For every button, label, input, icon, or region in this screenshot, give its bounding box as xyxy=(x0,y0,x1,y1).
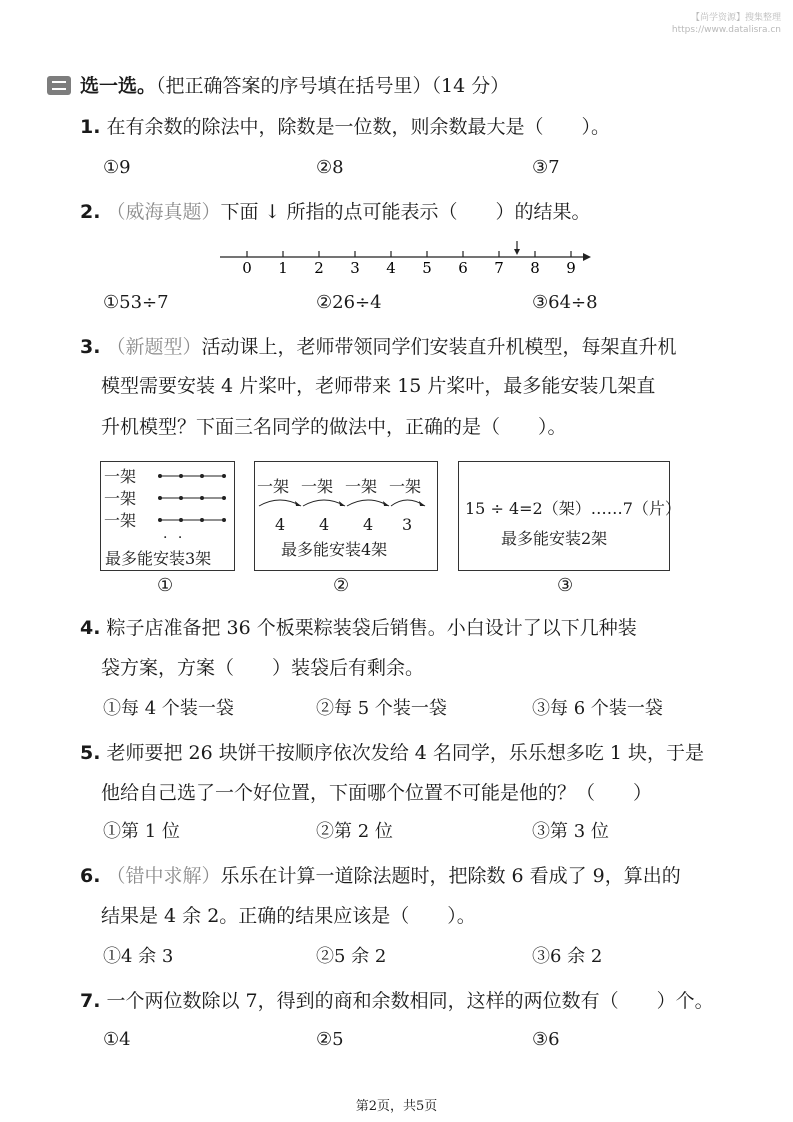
question-1 xyxy=(80,114,610,140)
method-label-3: ③ xyxy=(557,575,574,596)
number-line-tick-label: 6 xyxy=(458,259,468,277)
method-formula: 15 ÷ 4=2（架）……7（片） xyxy=(465,499,681,518)
q5-option-3[interactable]: ③第 3 位 xyxy=(532,821,609,842)
q1-option-3[interactable]: ③7 xyxy=(532,157,560,178)
question-text-line-1: 乐乐在计算一道除法题时，把除数 6 看成了 9，算出的 xyxy=(220,865,681,887)
watermark-line1: 【尚学资源】搜集整理 xyxy=(690,13,781,23)
number-line-tick-label: 3 xyxy=(350,259,360,277)
blade-dot xyxy=(200,474,204,478)
question-text-line-3: 升机模型？下面三名同学的做法中，正确的是（ ）。 xyxy=(101,416,567,438)
segment-count: 4 xyxy=(275,515,286,534)
q4-option-3[interactable]: ③每 6 个装一袋 xyxy=(532,698,663,719)
q2-option-3[interactable]: ③64÷8 xyxy=(532,292,598,313)
segment-label: 一架 xyxy=(257,477,290,496)
method-label-2: ② xyxy=(333,575,350,596)
blade-dot xyxy=(222,518,226,522)
question-text-line-2: 袋方案，方案（ ）装袋后有剩余。 xyxy=(101,657,425,679)
blade-dot xyxy=(179,518,183,522)
blade-dot xyxy=(222,474,226,478)
blade-dot xyxy=(158,474,162,478)
segment-label: 一架 xyxy=(345,477,378,496)
q1-option-2[interactable]: ②8 xyxy=(316,157,344,178)
q1-option-1[interactable]: ①9 xyxy=(103,157,131,178)
question-number: 2. xyxy=(80,201,101,223)
segment-label: 一架 xyxy=(301,477,334,496)
question-6 xyxy=(80,863,681,889)
number-line xyxy=(215,240,595,280)
number-line-arrowhead xyxy=(583,253,591,261)
question-7 xyxy=(80,988,714,1014)
section-title xyxy=(80,73,509,99)
down-arrow-icon xyxy=(514,241,520,255)
segment-count: 4 xyxy=(363,515,374,534)
q2-option-2[interactable]: ②26÷4 xyxy=(316,292,382,313)
row-label: 一架 xyxy=(104,489,137,508)
watermark xyxy=(672,12,781,36)
number-line-tick-label: 7 xyxy=(494,259,504,277)
method-label-1: ① xyxy=(157,575,174,596)
source-tag: （威海真题） xyxy=(106,201,221,223)
q6-option-1[interactable]: ①4 余 3 xyxy=(103,946,174,967)
continuation-dots: · · xyxy=(163,530,186,546)
number-line-tick-label: 1 xyxy=(278,259,288,277)
blade-dot xyxy=(158,518,162,522)
method-result: 最多能安装2架 xyxy=(501,529,608,548)
method-result: 最多能安装3架 xyxy=(105,549,212,568)
question-text: 下面 ↓ 所指的点可能表示（ ）的结果。 xyxy=(220,201,591,223)
segment-count: 4 xyxy=(319,515,330,534)
number-line-tick-label: 0 xyxy=(242,259,252,277)
row-label: 一架 xyxy=(104,467,137,486)
question-number: 4. xyxy=(80,617,101,639)
number-line-tick-label: 5 xyxy=(422,259,432,277)
segment-label: 一架 xyxy=(389,477,422,496)
question-number: 3. xyxy=(80,336,101,358)
q7-option-1[interactable]: ①4 xyxy=(103,1029,131,1050)
q5-option-1[interactable]: ①第 1 位 xyxy=(103,821,180,842)
method-box-1 xyxy=(100,461,235,571)
method-box-2 xyxy=(254,461,438,571)
blade-dot xyxy=(158,496,162,500)
question-number: 1. xyxy=(80,116,101,138)
section-title-bold: 选一选。 xyxy=(80,75,157,97)
question-text-line-1: 粽子店准备把 36 个板栗粽装袋后销售。小白设计了以下几种装 xyxy=(106,617,637,639)
question-number: 5. xyxy=(80,742,101,764)
q4-option-2[interactable]: ②每 5 个装一袋 xyxy=(316,698,447,719)
number-line-tick-label: 9 xyxy=(566,259,576,277)
blade-dot xyxy=(179,496,183,500)
method-result: 最多能安装4架 xyxy=(281,540,388,559)
section-title-note: （把正确答案的序号填在括号里）（14 分） xyxy=(156,75,510,97)
question-number: 7. xyxy=(80,990,101,1012)
question-text: 一个两位数除以 7，得到的商和余数相同，这样的两位数有（ ）个。 xyxy=(106,990,714,1012)
q2-option-1[interactable]: ①53÷7 xyxy=(103,292,169,313)
question-2 xyxy=(80,199,590,225)
question-text-line-1: 老师要把 26 块饼干按顺序依次发给 4 名同学，乐乐想多吃 1 块，于是 xyxy=(106,742,705,764)
blade-dot xyxy=(179,474,183,478)
q7-option-2[interactable]: ②5 xyxy=(316,1029,344,1050)
watermark-line2: https://www.datalisra.cn xyxy=(671,25,781,35)
blade-dot xyxy=(200,496,204,500)
question-3 xyxy=(80,334,676,360)
row-label: 一架 xyxy=(104,511,137,530)
source-tag: （新题型） xyxy=(106,336,202,358)
question-text-line-2: 模型需要安装 4 片桨叶，老师带来 15 片桨叶，最多能安装几架直 xyxy=(101,375,656,397)
segment-count: 3 xyxy=(402,515,413,534)
question-text-line-2: 他给自己选了一个好位置，下面哪个位置不可能是他的？（ ） xyxy=(101,782,653,804)
number-line-tick-label: 4 xyxy=(386,259,396,277)
method-box-3 xyxy=(458,461,681,571)
q4-option-1[interactable]: ①每 4 个装一袋 xyxy=(103,698,234,719)
question-text-line-1: 活动课上，老师带领同学们安装直升机模型，每架直升机 xyxy=(201,336,677,358)
dot-rows xyxy=(156,468,228,528)
q6-option-3[interactable]: ③6 余 2 xyxy=(532,946,603,967)
number-line-tick-label: 2 xyxy=(314,259,324,277)
question-text: 在有余数的除法中，除数是一位数，则余数最大是（ ）。 xyxy=(106,116,610,138)
question-4 xyxy=(80,615,637,641)
question-5 xyxy=(80,740,704,766)
section-two-icon xyxy=(47,76,71,95)
q6-option-2[interactable]: ②5 余 2 xyxy=(316,946,387,967)
question-text-line-2: 结果是 4 余 2。正确的结果应该是（ ）。 xyxy=(101,905,476,927)
question-number: 6. xyxy=(80,865,101,887)
blade-dot xyxy=(200,518,204,522)
q7-option-3[interactable]: ③6 xyxy=(532,1029,560,1050)
number-line-tick-label: 8 xyxy=(530,259,540,277)
q5-option-2[interactable]: ②第 2 位 xyxy=(316,821,393,842)
blade-dot xyxy=(222,496,226,500)
jump-arcs xyxy=(255,492,437,514)
page-footer: 第2页，共5页 xyxy=(355,1099,438,1114)
source-tag: （错中求解） xyxy=(106,865,221,887)
